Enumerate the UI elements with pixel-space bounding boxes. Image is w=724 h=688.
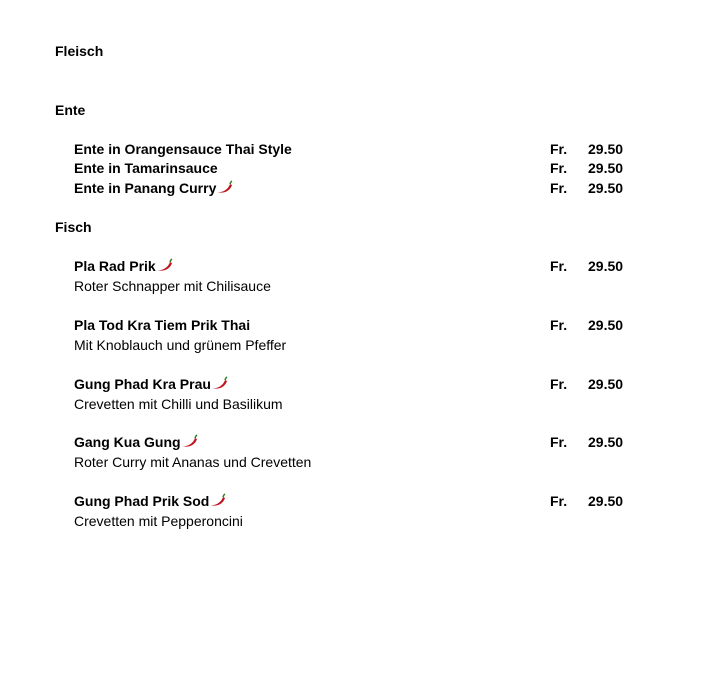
menu-item-title (74, 433, 198, 451)
menu-item-currency: Fr. (550, 434, 568, 450)
menu-item (74, 140, 634, 158)
menu-item-currency: Fr. (550, 258, 568, 274)
chili-pepper-icon (156, 258, 173, 272)
menu-item-price: 29.50 (588, 160, 624, 176)
menu-item-price: 29.50 (588, 376, 624, 392)
menu-item-name: Pla Rad Prik (74, 258, 156, 274)
menu-item-currency: Fr. (550, 493, 568, 509)
chili-pepper-icon (211, 376, 228, 390)
menu-item-description: Crevetten mit Pepperoncini (74, 513, 243, 529)
menu-item (74, 433, 634, 451)
section-heading-ente: Ente (55, 102, 86, 118)
menu-item (74, 375, 634, 393)
menu-item-title (74, 257, 173, 275)
menu-item-description: Crevetten mit Chilli und Basilikum (74, 396, 283, 412)
menu-item-name: Ente in Tamarinsauce (74, 160, 218, 176)
chili-pepper-icon (181, 434, 198, 448)
menu-item-currency: Fr. (550, 317, 568, 333)
menu-item-name: Ente in Panang Curry (74, 180, 217, 196)
menu-item-title (74, 179, 233, 197)
menu-item-name: Ente in Orangensauce Thai Style (74, 141, 292, 157)
menu-item-name: Gung Phad Kra Prau (74, 376, 211, 392)
menu-item-currency: Fr. (550, 160, 568, 176)
menu-item-name: Gung Phad Prik Sod (74, 493, 210, 509)
menu-item-currency: Fr. (550, 141, 568, 157)
menu-item-price: 29.50 (588, 141, 624, 157)
menu-item-currency: Fr. (550, 180, 568, 196)
section-heading-fisch: Fisch (55, 219, 92, 235)
menu-item-description: Mit Knoblauch und grünem Pfeffer (74, 337, 287, 353)
menu-item-price: 29.50 (588, 493, 624, 509)
menu-item-title (74, 375, 228, 393)
menu-item-price: 29.50 (588, 258, 624, 274)
chili-pepper-icon (209, 493, 226, 507)
menu-item-currency: Fr. (550, 376, 568, 392)
menu-item (74, 316, 634, 334)
menu-item (74, 179, 634, 197)
menu-item-price: 29.50 (588, 434, 624, 450)
menu-item-title (74, 492, 226, 510)
menu-item (74, 159, 634, 177)
menu-item (74, 257, 634, 275)
menu-item-name: Gang Kua Gung (74, 434, 181, 450)
menu-item-name: Pla Tod Kra Tiem Prik Thai (74, 317, 251, 333)
chili-pepper-icon (216, 180, 233, 194)
menu-item (74, 492, 634, 510)
menu-item-description: Roter Schnapper mit Chilisauce (74, 278, 271, 294)
menu-item-price: 29.50 (588, 317, 624, 333)
section-heading-fleisch: Fleisch (55, 43, 104, 59)
menu-item-description: Roter Curry mit Ananas und Crevetten (74, 454, 312, 470)
menu-item-price: 29.50 (588, 180, 624, 196)
